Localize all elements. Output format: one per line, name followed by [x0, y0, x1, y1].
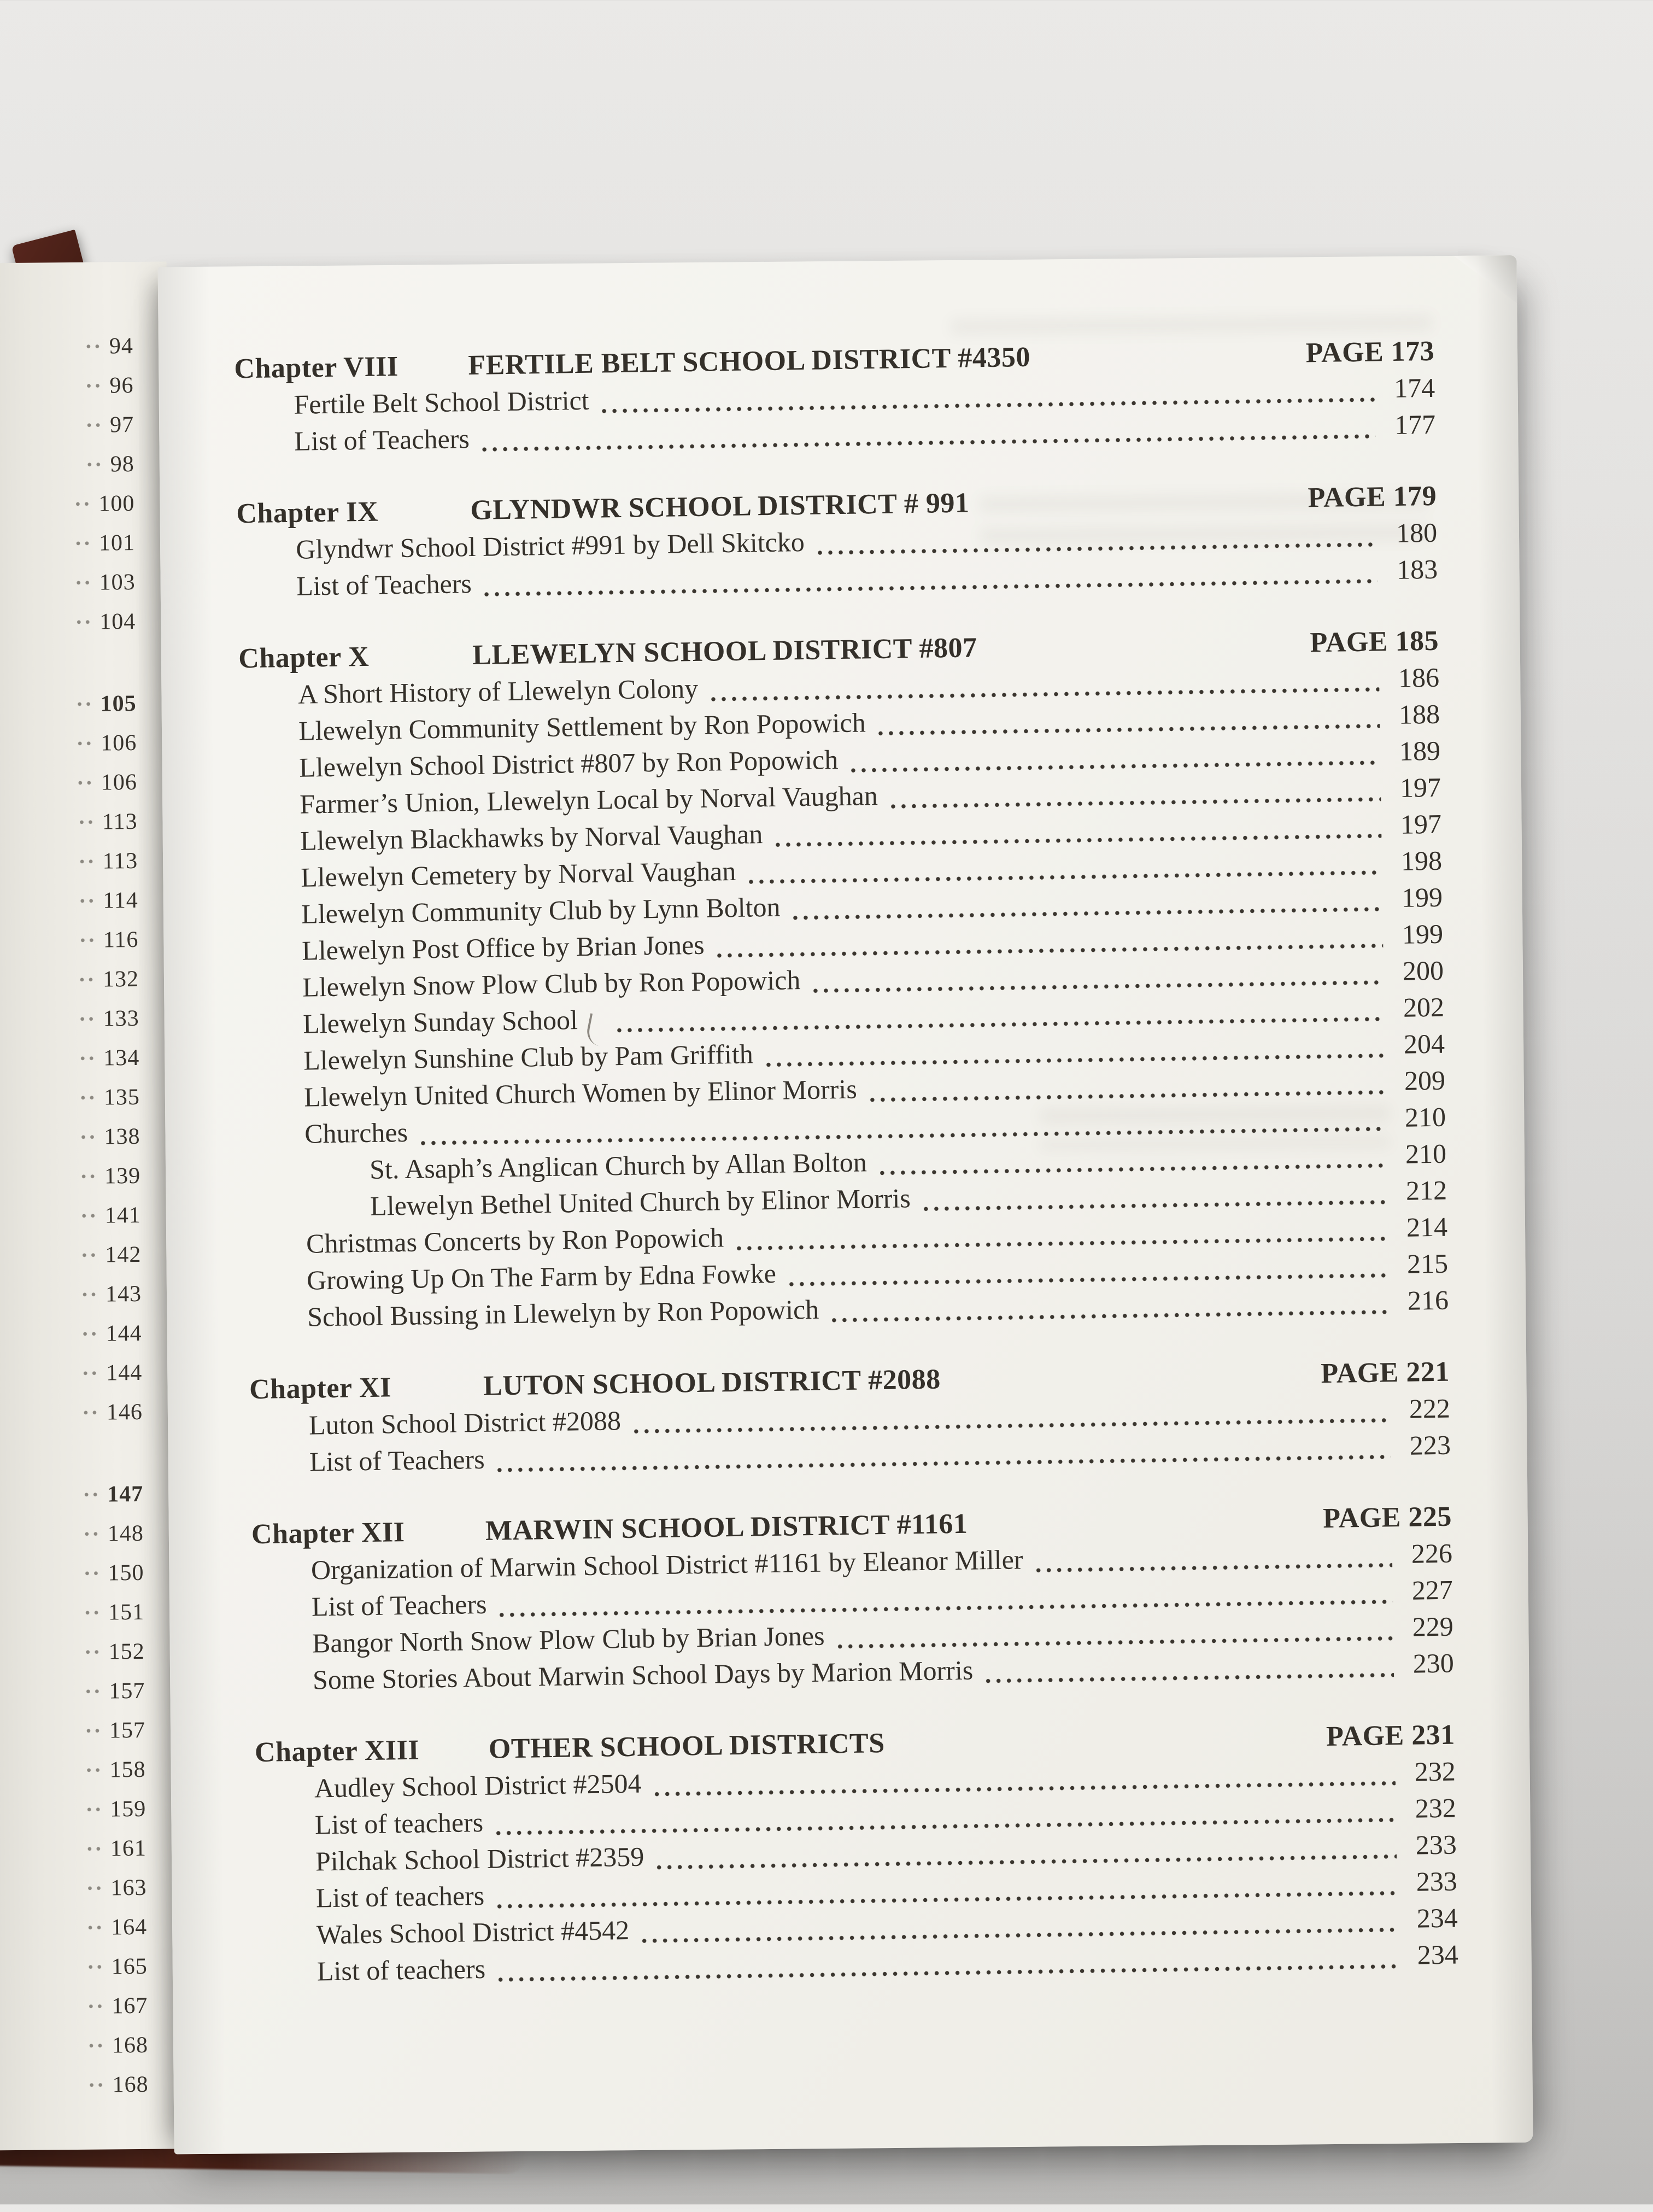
table-of-contents-page [158, 255, 1533, 2155]
leader-dots-stub [83, 1571, 99, 1576]
entry-title: Llewelyn Community Club by Lynn Bolton [301, 891, 781, 929]
left-page-number [77, 881, 138, 921]
leader-dots-stub [87, 2043, 103, 2049]
entry-page-number: 214 [1406, 1211, 1448, 1243]
leader-dots-stub [83, 1531, 99, 1537]
chapter-label: Chapter XIII [254, 1734, 420, 1769]
page-number-text: 143 [105, 1281, 142, 1307]
page-number-text: 144 [106, 1360, 143, 1386]
chapter-page-label: PAGE 185 [1310, 625, 1439, 659]
entry-page-number: 197 [1399, 771, 1441, 803]
entry-page-number: 223 [1409, 1429, 1451, 1461]
entry-page-number: 232 [1414, 1755, 1456, 1787]
entry-indent [258, 1980, 317, 1981]
entry-page-number: 202 [1403, 991, 1445, 1023]
chapter-page-label: PAGE 231 [1326, 1719, 1456, 1753]
leader-dots-stub [80, 1292, 97, 1297]
entry-indent [247, 1215, 370, 1217]
leader-dots-stub [74, 541, 90, 546]
toc-chapter [236, 480, 1438, 608]
dot-leader [848, 759, 1380, 773]
leader-dots-stub [86, 1925, 102, 1930]
spacer [941, 1383, 1321, 1388]
chapter-title: FERTILE BELT SCHOOL DISTRICT #4350 [467, 341, 1031, 382]
entry-title: List of teachers [314, 1806, 484, 1840]
entry-indent [247, 1253, 306, 1254]
dot-leader [876, 723, 1380, 736]
dot-leader [921, 1199, 1387, 1212]
leader-dots-stub [85, 423, 101, 428]
toc-chapter [249, 1356, 1451, 1484]
left-page-number [87, 2026, 149, 2065]
entry-indent [253, 1616, 312, 1617]
page-number-text: 106 [101, 769, 138, 795]
dot-leader [810, 979, 1384, 994]
chapter-label: Chapter VIII [234, 350, 399, 385]
page-number-text: 113 [102, 848, 138, 874]
left-page-number [86, 1947, 148, 1987]
chapter-page-label: PAGE 225 [1322, 1501, 1452, 1535]
entry-title: Llewelyn Post Office by Brian Jones [301, 929, 705, 966]
dot-leader [1033, 1562, 1393, 1573]
page-number-text: 114 [103, 887, 138, 914]
entry-indent [237, 559, 296, 560]
previous-page-edge [0, 261, 183, 2150]
left-page-number [86, 1986, 148, 2026]
entry-page-number: 232 [1415, 1792, 1457, 1824]
entry-page-number: 227 [1411, 1574, 1453, 1606]
entry-indent [242, 850, 301, 851]
entry-page-number: 234 [1416, 1902, 1458, 1934]
leader-dots-stub [78, 1016, 95, 1022]
left-page-number [78, 999, 139, 1039]
entry-page-number: 199 [1402, 918, 1444, 950]
page-number-text: 104 [99, 608, 136, 635]
leader-dots-stub [80, 1213, 96, 1219]
left-page-number [83, 1632, 145, 1672]
dot-leader [983, 1672, 1394, 1684]
leader-dots-stub [86, 1964, 103, 1970]
page-corner-curl [1454, 255, 1517, 304]
left-page-number [86, 1907, 148, 1947]
entry-indent [244, 1033, 303, 1034]
entry-page-number: 222 [1409, 1392, 1451, 1424]
leader-dots-stub [81, 1371, 97, 1376]
entry-indent [242, 887, 301, 888]
entry-indent [246, 1179, 370, 1180]
dot-leader [495, 1454, 1391, 1473]
page-number-text: 135 [103, 1084, 140, 1110]
chapter-label: Chapter IX [236, 496, 379, 530]
chapter-label: Chapter X [238, 641, 370, 675]
page-number-text: 144 [105, 1320, 142, 1347]
toc-chapter [238, 625, 1449, 1338]
leader-dots-stub [87, 2082, 104, 2088]
entry-page-number: 180 [1396, 517, 1438, 548]
chapter-page-label: PAGE 179 [1308, 480, 1437, 514]
dot-leader [814, 541, 1377, 555]
page-number-text: 150 [108, 1560, 144, 1586]
left-page-number [84, 1671, 145, 1711]
entry-title: School Bussing in Llewelyn by Ron Popowich [307, 1294, 819, 1332]
entry-indent [236, 450, 295, 452]
entry-title: Glyndwr School District #991 by Dell Skitcko [295, 526, 805, 565]
leader-dots-stub [84, 383, 101, 389]
entry-indent [240, 740, 299, 741]
entry-title: Llewelyn Bethel United Church by Elinor Morris [370, 1183, 911, 1221]
leader-dots-stub [85, 462, 102, 467]
entry-indent [243, 960, 302, 961]
left-page-number [78, 1038, 140, 1078]
leader-dots-stub [84, 1689, 100, 1694]
leader-dots-stub [81, 1331, 97, 1337]
entry-title: Organization of Marwin School District #1161 by Eleanor Miller [310, 1544, 1023, 1585]
chapter-title: GLYNDWR SCHOOL DISTRICT # 991 [470, 487, 970, 526]
chapter-title: OTHER SCHOOL DISTRICTS [488, 1728, 886, 1765]
page-number-text: 142 [105, 1242, 142, 1268]
left-page-number [80, 1314, 142, 1354]
entry-indent [250, 1435, 309, 1436]
entry-indent [243, 923, 302, 924]
entry-title: List of Teachers [309, 1443, 485, 1477]
leader-dots-stub [85, 1846, 102, 1852]
entry-page-number: 233 [1415, 1829, 1457, 1860]
dot-leader [867, 1089, 1385, 1103]
left-page-number [73, 484, 135, 524]
entry-page-number: 230 [1412, 1647, 1455, 1679]
page-number-text: 103 [99, 569, 136, 595]
left-page-number [79, 1196, 141, 1236]
entry-indent [245, 1107, 304, 1108]
entry-indent [241, 814, 300, 815]
dot-leader [763, 1052, 1385, 1068]
entry-title: Llewelyn United Church Women by Elinor Morris [303, 1073, 858, 1113]
entry-page-number: 186 [1398, 662, 1440, 693]
page-number-text: 138 [104, 1123, 140, 1150]
toc-chapter [255, 1719, 1459, 1993]
entry-indent [252, 1579, 311, 1581]
leader-dots-stub [79, 1174, 96, 1179]
leader-dots-stub [73, 501, 90, 507]
leader-dots-stub [84, 344, 101, 349]
chapter-title: LLEWELYN SCHOOL DISTRICT #807 [472, 632, 977, 671]
entry-title: Llewelyn Blackhawks by Norval Vaughan [300, 818, 763, 856]
entry-page-number: 215 [1406, 1248, 1449, 1279]
dot-leader [888, 796, 1381, 809]
entry-title: Farmer’s Union, Llewelyn Local by Norval Vaughan [299, 780, 878, 820]
page-number-text: 97 [109, 412, 134, 438]
page-number-text: 113 [102, 809, 138, 835]
left-page-number [74, 563, 136, 602]
left-page-number [75, 723, 137, 763]
entry-page-number: 183 [1396, 553, 1438, 585]
leader-dots-stub [79, 1134, 95, 1140]
page-number-text: 159 [110, 1796, 146, 1822]
entry-title: Llewelyn Sunshine Club by Pam Griffith [303, 1038, 754, 1076]
entry-page-number: 210 [1405, 1138, 1447, 1169]
page-number-text: 132 [102, 966, 139, 992]
leader-dots-stub [81, 1410, 98, 1415]
entry-indent [255, 1798, 314, 1799]
page-number-text: 163 [110, 1875, 147, 1901]
toc-chapter [234, 335, 1436, 463]
entry-title: Pilchak School District #2359 [315, 1841, 644, 1877]
spacer [970, 507, 1308, 512]
entry-page-number: 197 [1400, 808, 1442, 840]
leader-dots-stub [80, 1253, 96, 1258]
entry-page-number: 233 [1416, 1865, 1458, 1897]
page-number-text: 147 [107, 1481, 144, 1507]
page-number-text: 165 [111, 1953, 148, 1980]
left-page-number [79, 1156, 141, 1196]
leader-dots-stub [75, 701, 92, 707]
entry-indent [248, 1326, 307, 1327]
entry-page-number: 204 [1403, 1028, 1445, 1060]
page-number-text: 167 [112, 1993, 148, 2019]
leader-dots-stub [74, 619, 91, 625]
left-page-number [79, 1117, 140, 1157]
left-page-number [85, 1789, 146, 1829]
page-number-text: 141 [104, 1202, 141, 1228]
entry-page-number: 210 [1404, 1101, 1446, 1133]
page-number-text: 157 [109, 1678, 145, 1704]
left-page-number [82, 1474, 144, 1514]
left-page-number [75, 684, 137, 724]
entry-title: St. Asaph’s Anglican Church by Allan Bolton [369, 1146, 867, 1185]
entry-indent [248, 1290, 307, 1291]
entry-title: List of Teachers [311, 1588, 487, 1622]
leader-dots-stub [79, 1095, 95, 1101]
dot-leader [790, 906, 1383, 921]
dot-leader [482, 578, 1378, 597]
page-number-text: 146 [106, 1399, 143, 1425]
chapter-page-label: PAGE 221 [1320, 1356, 1450, 1390]
leader-dots-stub [84, 1649, 100, 1655]
left-page-number [76, 802, 138, 842]
entry-indent [257, 1944, 316, 1945]
entry-indent [243, 997, 302, 998]
dot-leader [772, 833, 1381, 848]
entry-indent [254, 1689, 313, 1690]
entry-indent [241, 777, 300, 778]
page-number-text: 151 [108, 1599, 145, 1625]
leader-dots-stub [83, 1610, 99, 1616]
leader-dots-stub [78, 1056, 95, 1061]
page-number-text: 139 [104, 1163, 141, 1189]
entry-title: Churches [304, 1116, 408, 1149]
dot-leader [746, 869, 1382, 885]
entry-page-number: 200 [1402, 955, 1444, 986]
entry-page-number: 226 [1411, 1537, 1453, 1569]
toc [234, 335, 1458, 1993]
dot-leader [495, 1963, 1398, 1983]
left-page-number [85, 1829, 147, 1869]
left-page-number [85, 1868, 147, 1908]
dot-leader [829, 1309, 1388, 1323]
page-number-text: 116 [103, 927, 139, 953]
page-number-text: 94 [109, 333, 134, 359]
entry-title: Bangor North Snow Plow Club by Brian Jones [312, 1620, 825, 1659]
left-page-number [81, 1353, 143, 1393]
entry-title: Llewelyn Snow Plow Club by Ron Popowich [302, 964, 801, 1003]
entry-title: Wales School District #4542 [316, 1914, 630, 1950]
entry-title: Some Stories About Marwin School Days by Marion Morris [312, 1654, 974, 1695]
leader-dots-stub [85, 1768, 101, 1773]
page-number-text: 101 [98, 530, 136, 556]
entry-title: Luton School District #2088 [308, 1405, 622, 1441]
dot-leader [786, 1272, 1388, 1287]
left-page-number [83, 1593, 145, 1632]
left-page-number [83, 1553, 144, 1593]
entry-title: List of Teachers [294, 423, 470, 457]
leader-dots-stub [76, 780, 92, 786]
page-number-text: 148 [107, 1520, 144, 1547]
entry-title: Audley School District #2504 [314, 1768, 642, 1804]
entry-title: List of teachers [315, 1880, 485, 1913]
left-page-number [74, 523, 136, 563]
leader-dots-stub [77, 820, 93, 825]
left-page-number [73, 405, 134, 445]
entry-page-number: 216 [1407, 1284, 1449, 1316]
page-number-text: 168 [112, 2071, 149, 2098]
left-page-number [80, 1235, 142, 1275]
left-page-number [81, 1392, 143, 1432]
leader-dots-stub [74, 580, 91, 586]
page-number-text: 106 [101, 730, 137, 756]
left-page-number [76, 763, 138, 803]
chapter-page-label: PAGE 173 [1305, 335, 1435, 369]
spacer [968, 1528, 1323, 1533]
entry-page-number: 199 [1401, 881, 1443, 913]
spacer [977, 652, 1310, 657]
entry-indent [239, 704, 298, 705]
leader-dots-stub [82, 1492, 98, 1497]
entry-page-number: 198 [1400, 845, 1443, 876]
spacer [885, 1746, 1327, 1752]
leader-dots-stub [78, 898, 94, 904]
spacer [1030, 362, 1306, 366]
left-page-number [79, 1078, 140, 1117]
entry-title: Llewelyn Sunday School [302, 1004, 578, 1039]
left-page-number [87, 2065, 149, 2105]
entry-title: Christmas Concerts by Ron Popowich [306, 1222, 724, 1259]
chapter-label: Chapter XI [249, 1372, 392, 1406]
entry-page-number: 212 [1405, 1174, 1447, 1206]
entry-indent [257, 1907, 316, 1908]
leader-dots-stub [86, 2004, 103, 2009]
page-number-text: 100 [98, 491, 135, 517]
entry-indent [250, 1471, 309, 1472]
dot-leader [479, 433, 1376, 452]
left-page-number [78, 959, 139, 999]
entry-indent [256, 1834, 315, 1835]
left-page-number [74, 602, 136, 642]
page-number-text: 133 [103, 1005, 139, 1032]
leader-dots-stub [85, 1807, 101, 1812]
leader-dots-stub [75, 741, 92, 746]
entry-page-number: 189 [1399, 735, 1441, 766]
entry-indent [245, 1143, 304, 1144]
dot-leader [835, 1635, 1394, 1649]
leader-dots-stub [85, 1886, 102, 1891]
entry-title: Llewelyn Community Settlement by Ron Popowich [298, 707, 866, 746]
left-page-number [77, 920, 139, 960]
left-page-number [73, 444, 134, 484]
entry-title: Fertile Belt School District [293, 384, 589, 420]
page-number-text: 164 [110, 1914, 148, 1940]
entry-page-number: 188 [1398, 698, 1440, 730]
entry-title: List of Teachers [296, 568, 472, 601]
leader-dots-stub [78, 938, 95, 943]
leader-dots-stub [84, 1728, 101, 1734]
entry-title: Llewelyn Cemetery by Norval Vaughan [300, 855, 736, 893]
chapter-label: Chapter XII [251, 1517, 405, 1550]
entry-page-number: 229 [1412, 1611, 1454, 1642]
chapter-title: MARWIN SCHOOL DISTRICT #1161 [485, 1508, 968, 1547]
page-number-text: 134 [103, 1045, 140, 1071]
entry-title: List of teachers [316, 1953, 486, 1987]
entry-page-number: 234 [1417, 1939, 1459, 1970]
entry-page-number: 174 [1393, 372, 1435, 403]
left-page-number [72, 366, 134, 406]
left-page-number [80, 1274, 142, 1314]
entry-indent [244, 1070, 303, 1071]
page-number-text: 152 [108, 1638, 145, 1665]
left-page-number [84, 1750, 146, 1790]
chapter-title: LUTON SCHOOL DISTRICT #2088 [483, 1364, 941, 1402]
entry-page-number: 209 [1404, 1064, 1446, 1096]
dot-leader [734, 1236, 1387, 1251]
leader-dots-stub [78, 977, 94, 982]
entry-indent [235, 414, 294, 415]
left-page-number [83, 1514, 144, 1554]
left-page-numbers [72, 326, 149, 2105]
left-page-number [77, 841, 138, 881]
entry-title: A Short History of Llewelyn Colony [297, 672, 699, 710]
leader-dots-stub [78, 859, 94, 864]
left-page-number [72, 326, 134, 366]
left-page-number [84, 1711, 146, 1751]
entry-indent [238, 595, 297, 596]
page-number-text: 157 [109, 1717, 146, 1743]
dot-leader [877, 1162, 1386, 1176]
entry-page-number: 177 [1394, 408, 1436, 440]
page-number-text: 96 [109, 373, 134, 399]
toc-chapter [251, 1501, 1455, 1702]
page-number-text: 158 [109, 1757, 146, 1783]
page-number-text: 98 [110, 452, 134, 477]
entry-indent [253, 1653, 312, 1654]
entry-title: Growing Up On The Farm by Edna Fowke [306, 1257, 777, 1296]
page-number-text: 105 [100, 690, 137, 717]
entry-title: Llewelyn School District #807 by Ron Popowich [298, 744, 839, 783]
page-number-text: 168 [112, 2032, 149, 2058]
page-number-text: 161 [110, 1835, 147, 1862]
entry-indent [256, 1870, 315, 1871]
